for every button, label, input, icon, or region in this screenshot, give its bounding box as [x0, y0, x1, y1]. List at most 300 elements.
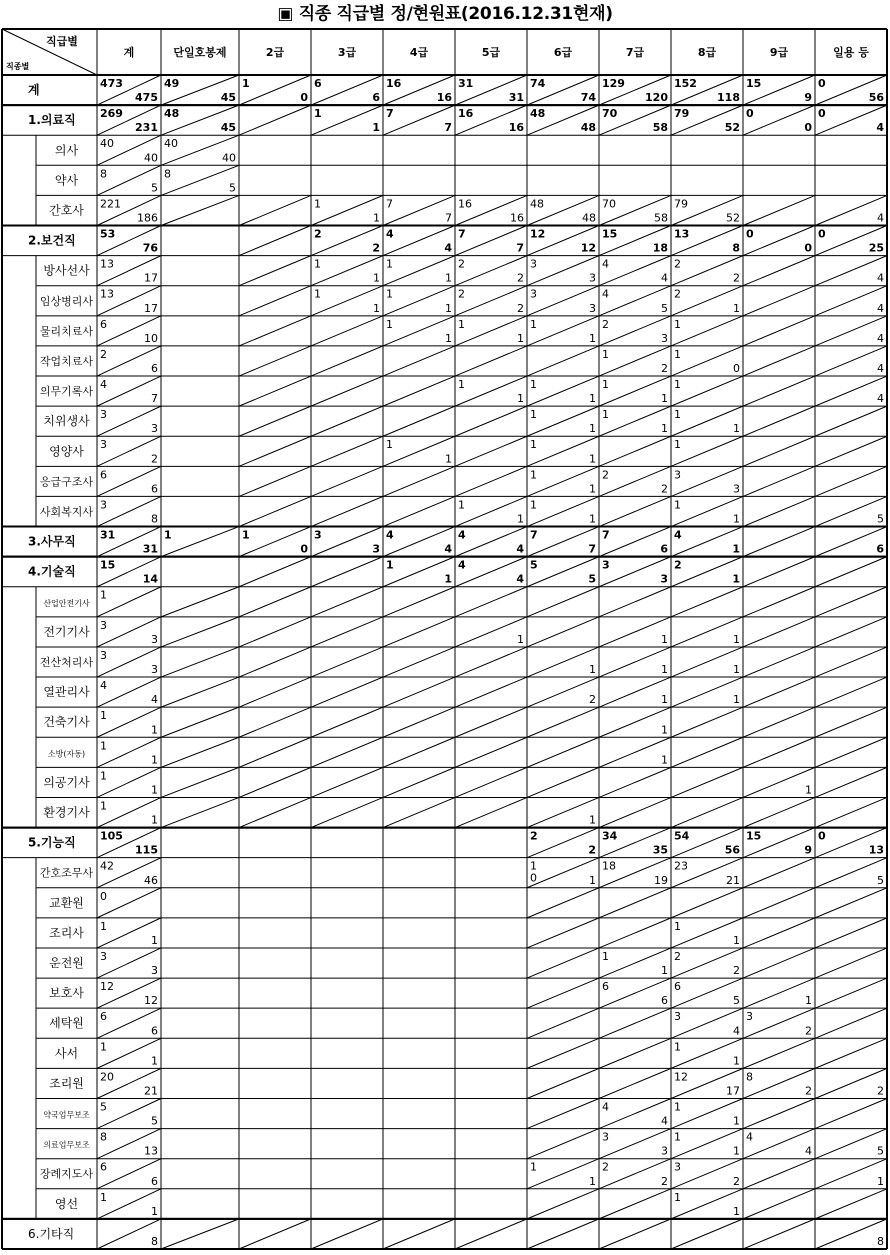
- cell-diagonal: [815, 436, 887, 466]
- quota-value: 20: [100, 1070, 114, 1084]
- quota-value: 2: [602, 468, 609, 482]
- cell-diagonal: [311, 647, 383, 677]
- cell-diagonal: [815, 888, 887, 918]
- current-value: 2: [661, 1174, 668, 1188]
- current-value: 4: [516, 542, 524, 556]
- quota-value: 1: [386, 438, 393, 452]
- current-value: 6: [151, 1024, 158, 1038]
- row-label: 영양사: [49, 444, 84, 459]
- cell-diagonal: [383, 406, 455, 436]
- row-label: 의무기록사: [39, 385, 94, 399]
- cell-diagonal: [599, 918, 671, 948]
- quota-value: 1: [674, 1100, 681, 1114]
- current-value: 1: [661, 392, 668, 406]
- cell-diagonal: [311, 496, 383, 526]
- quota-value: 6: [100, 1010, 107, 1024]
- current-value: 2: [805, 1024, 812, 1038]
- current-value: 5: [877, 512, 884, 526]
- current-value: 118: [717, 91, 740, 105]
- current-value: 1: [733, 693, 740, 707]
- current-value: 4: [877, 301, 884, 315]
- current-value: 2: [733, 271, 740, 285]
- current-value: 1: [517, 512, 524, 526]
- cell-diagonal: [743, 286, 815, 316]
- cell-diagonal: [815, 557, 887, 587]
- current-value: 3: [589, 301, 596, 315]
- quota-value: 49: [164, 77, 180, 90]
- current-value: 5: [151, 1114, 158, 1128]
- current-value: 1: [589, 873, 596, 887]
- cell-diagonal: [743, 496, 815, 526]
- current-value: 4: [877, 331, 884, 345]
- quota-value: 1: [386, 558, 394, 572]
- quota-value: 4: [458, 558, 466, 572]
- current-value: 0: [804, 241, 812, 255]
- current-value: 4: [876, 121, 884, 135]
- cell-diagonal: [671, 707, 743, 737]
- corner-label-grade: 직급별: [46, 35, 78, 48]
- current-value: 1: [517, 331, 524, 345]
- quota-value: 1: [530, 498, 537, 512]
- cell-diagonal: [455, 647, 527, 677]
- quota-value: 1: [100, 1040, 107, 1054]
- cell-diagonal: [383, 797, 455, 827]
- row-label: 치위생사: [43, 414, 90, 429]
- row-label: 소방(자동): [47, 749, 86, 759]
- row-label: 방사선사: [43, 263, 90, 278]
- column-header: 6급: [553, 46, 573, 59]
- extra-value: 0: [530, 871, 537, 885]
- current-value: 1: [589, 1174, 596, 1188]
- current-value: 5: [229, 181, 236, 195]
- cell-diagonal: [527, 346, 599, 376]
- cell-diagonal: [311, 466, 383, 496]
- current-value: 1: [373, 271, 380, 285]
- quota-value: 3: [100, 408, 107, 422]
- quota-value: 15: [100, 558, 116, 572]
- cell-diagonal: [383, 346, 455, 376]
- quota-value: 1: [242, 528, 250, 542]
- current-value: 12: [580, 241, 596, 255]
- current-value: 7: [151, 392, 158, 406]
- row-label: 임상병리사: [39, 294, 94, 308]
- row-label: 전기기사: [43, 624, 90, 639]
- cell-diagonal: [239, 767, 311, 797]
- quota-value: 1: [314, 197, 321, 211]
- current-value: 4: [151, 693, 158, 707]
- cell-diagonal: [599, 1068, 671, 1098]
- quota-value: 8: [100, 167, 107, 181]
- cell-diagonal: [743, 1038, 815, 1068]
- current-value: 5: [151, 181, 158, 195]
- quota-value: 79: [674, 197, 688, 211]
- quota-value: 152: [674, 77, 697, 90]
- quota-value: 3: [100, 498, 107, 512]
- row-label: 전산처리사: [39, 656, 94, 669]
- quota-value: 4: [602, 1100, 609, 1114]
- column-header: 단일호봉제: [173, 46, 227, 59]
- cell-diagonal: [527, 1008, 599, 1038]
- quota-value: 1: [674, 919, 681, 933]
- current-value: 1: [372, 121, 380, 135]
- column-header: 5급: [481, 46, 501, 59]
- quota-value: 5: [100, 1100, 107, 1114]
- current-value: 17: [726, 1084, 740, 1098]
- quota-value: 1: [530, 317, 537, 331]
- quota-value: 7: [386, 107, 394, 121]
- quota-value: 1: [386, 317, 393, 331]
- current-value: 1: [733, 632, 740, 646]
- quota-value: 3: [100, 648, 107, 662]
- cell-diagonal: [161, 195, 239, 225]
- quota-value: 3: [100, 949, 107, 963]
- quota-value: 1: [674, 378, 681, 392]
- cell-diagonal: [311, 376, 383, 406]
- column-header: 7급: [625, 46, 645, 59]
- cell-diagonal: [815, 707, 887, 737]
- quota-value: 1: [314, 107, 322, 121]
- cell-diagonal: [161, 587, 239, 617]
- cell-diagonal: [311, 316, 383, 346]
- quota-value: 40: [100, 137, 114, 151]
- cell-diagonal: [311, 557, 383, 587]
- quota-value: 1: [530, 1160, 537, 1174]
- quota-value: 18: [602, 859, 616, 873]
- cell-diagonal: [239, 557, 311, 587]
- current-value: 12: [144, 994, 158, 1008]
- row-label: 1.의료직: [28, 113, 76, 128]
- cell-diagonal: [161, 617, 239, 647]
- current-value: 1: [661, 964, 668, 978]
- current-value: 1: [517, 632, 524, 646]
- quota-value: 0: [818, 77, 826, 90]
- cell-diagonal: [383, 376, 455, 406]
- quota-value: 1: [530, 438, 537, 452]
- quota-value: 129: [602, 77, 625, 90]
- quota-value: 3: [674, 1160, 681, 1174]
- cell-diagonal: [599, 436, 671, 466]
- quota-value: 0: [818, 227, 826, 241]
- current-value: 52: [724, 121, 740, 135]
- cell-diagonal: [311, 587, 383, 617]
- current-value: 4: [877, 271, 884, 285]
- cell-diagonal: [383, 707, 455, 737]
- cell-diagonal: [161, 1219, 239, 1249]
- quota-value: 4: [746, 1130, 753, 1144]
- cell-diagonal: [455, 346, 527, 376]
- quota-value: 1: [100, 919, 107, 933]
- current-value: 1: [733, 1144, 740, 1158]
- cell-diagonal: [239, 707, 311, 737]
- cell-diagonal: [743, 677, 815, 707]
- header-row: [2, 29, 887, 75]
- cell-diagonal: [239, 1219, 311, 1249]
- current-value: 1: [151, 1204, 158, 1218]
- cell-diagonal: [815, 647, 887, 677]
- quota-value: 2: [100, 347, 107, 361]
- current-value: 3: [661, 331, 668, 345]
- quota-value: 7: [530, 528, 538, 542]
- current-value: 45: [220, 91, 236, 105]
- current-value: 0: [300, 91, 308, 105]
- current-value: 4: [877, 362, 884, 376]
- current-value: 2: [517, 271, 524, 285]
- cell-diagonal: [239, 226, 311, 256]
- quota-value: 4: [602, 287, 609, 301]
- current-value: 58: [652, 121, 668, 135]
- current-value: 1: [732, 572, 740, 586]
- cell-diagonal: [743, 346, 815, 376]
- current-value: 9: [804, 843, 812, 857]
- current-value: 3: [660, 572, 668, 586]
- quota-value: 6: [100, 317, 107, 331]
- current-value: 1: [151, 813, 158, 827]
- current-value: 3: [151, 422, 158, 436]
- cell-diagonal: [743, 195, 815, 225]
- quota-value: 1: [386, 257, 393, 271]
- quota-value: 7: [458, 227, 466, 241]
- quota-value: 1: [674, 408, 681, 422]
- cell-diagonal: [743, 316, 815, 346]
- quota-value: 3: [746, 1010, 753, 1024]
- current-value: 2: [517, 301, 524, 315]
- row-label: 조리사: [49, 925, 84, 940]
- cell-diagonal: [527, 1068, 599, 1098]
- corner-label-job: 직종별: [6, 62, 30, 71]
- current-value: 40: [222, 151, 236, 165]
- current-value: 1: [445, 452, 452, 466]
- row-label: 보호사: [49, 986, 84, 1001]
- cell-diagonal: [383, 767, 455, 797]
- current-value: 1: [151, 753, 158, 767]
- quota-value: 1: [100, 1190, 107, 1204]
- quota-value: 48: [164, 107, 180, 121]
- quota-value: 3: [314, 528, 322, 542]
- quota-value: 3: [530, 287, 537, 301]
- quota-value: 1: [602, 408, 609, 422]
- current-value: 40: [144, 151, 158, 165]
- cell-diagonal: [671, 737, 743, 767]
- quota-value: 2: [674, 257, 681, 271]
- current-value: 6: [661, 994, 668, 1008]
- current-value: 1: [589, 452, 596, 466]
- quota-value: 1: [674, 498, 681, 512]
- cell-diagonal: [311, 1219, 383, 1249]
- cell-diagonal: [161, 647, 239, 677]
- cell-diagonal: [527, 587, 599, 617]
- cell-diagonal: [671, 767, 743, 797]
- cell-diagonal: [599, 888, 671, 918]
- cell-diagonal: [815, 978, 887, 1008]
- quota-value: 15: [746, 829, 762, 843]
- quota-value: 6: [602, 980, 609, 994]
- current-value: 1: [444, 572, 452, 586]
- current-value: 3: [151, 663, 158, 677]
- cell-diagonal: [527, 888, 599, 918]
- current-value: 52: [726, 211, 740, 225]
- current-value: 56: [724, 843, 740, 857]
- quota-value: 42: [100, 859, 114, 873]
- quota-value: 16: [386, 77, 402, 90]
- current-value: 1: [151, 723, 158, 737]
- cell-diagonal: [311, 617, 383, 647]
- current-value: 48: [580, 121, 596, 135]
- cell-diagonal: [455, 677, 527, 707]
- quota-value: 1: [386, 287, 393, 301]
- cell-diagonal: [527, 1098, 599, 1128]
- cell-diagonal: [527, 1219, 599, 1249]
- current-value: 13: [868, 843, 884, 857]
- current-value: 2: [733, 964, 740, 978]
- quota-value: 5: [530, 558, 538, 572]
- quota-value: 1: [242, 77, 250, 90]
- cell-diagonal: [239, 105, 311, 135]
- current-value: 7: [444, 121, 452, 135]
- current-value: 1: [733, 301, 740, 315]
- row-label: 간호사: [49, 203, 84, 218]
- quota-value: 3: [602, 1130, 609, 1144]
- current-value: 1: [733, 1204, 740, 1218]
- quota-value: 6: [100, 1160, 107, 1174]
- quota-value: 15: [602, 227, 618, 241]
- quota-value: 1: [458, 498, 465, 512]
- current-value: 31: [142, 542, 158, 556]
- row-label: 운전원: [49, 956, 84, 971]
- cell-diagonal: [527, 918, 599, 948]
- quota-value: 1: [164, 528, 172, 542]
- current-value: 46: [144, 873, 158, 887]
- current-value: 31: [508, 91, 524, 105]
- cell-diagonal: [527, 617, 599, 647]
- cell-diagonal: [239, 286, 311, 316]
- quota-value: 2: [602, 317, 609, 331]
- cell-diagonal: [743, 647, 815, 677]
- cell-diagonal: [239, 376, 311, 406]
- cell-diagonal: [311, 767, 383, 797]
- quota-value: 4: [100, 378, 107, 392]
- cell-diagonal: [815, 406, 887, 436]
- quota-value: 1: [674, 1130, 681, 1144]
- quota-value: 1: [602, 347, 609, 361]
- current-value: 16: [510, 211, 524, 225]
- cell-diagonal: [527, 948, 599, 978]
- cell-diagonal: [527, 978, 599, 1008]
- cell-diagonal: [599, 1189, 671, 1219]
- row-label: 약국업무보조: [43, 1110, 90, 1120]
- quota-value: 0: [746, 227, 754, 241]
- page-title: ▣ 직종 직급별 정/현원표(2016.12.31현재): [277, 4, 613, 24]
- row-label: 의료업무보조: [43, 1140, 90, 1150]
- quota-value: 8: [164, 167, 171, 181]
- current-value: 1: [151, 933, 158, 947]
- current-value: 3: [372, 542, 380, 556]
- cell-diagonal: [527, 1189, 599, 1219]
- row-label: 사서: [54, 1046, 79, 1061]
- quota-value: 12: [674, 1070, 688, 1084]
- current-value: 35: [652, 843, 668, 857]
- quota-value: 2: [674, 558, 682, 572]
- cell-diagonal: [743, 797, 815, 827]
- quota-value: 7: [386, 197, 393, 211]
- current-value: 1: [661, 723, 668, 737]
- cell-diagonal: [815, 767, 887, 797]
- current-value: 14: [142, 572, 158, 586]
- cell-diagonal: [239, 677, 311, 707]
- column-header: 일용 등: [833, 46, 869, 59]
- cell-diagonal: [161, 737, 239, 767]
- current-value: 2: [733, 1174, 740, 1188]
- cell-diagonal: [743, 948, 815, 978]
- current-value: 56: [868, 91, 884, 105]
- quota-value: 2: [458, 287, 465, 301]
- cell-diagonal: [239, 436, 311, 466]
- current-value: 1: [445, 331, 452, 345]
- quota-value: 48: [530, 197, 544, 211]
- quota-value: 13: [100, 257, 114, 271]
- row-label: 약사: [54, 173, 79, 188]
- current-value: 115: [135, 843, 158, 857]
- cell-diagonal: [239, 617, 311, 647]
- quota-value: 1: [458, 317, 465, 331]
- quota-value: 473: [100, 77, 123, 90]
- current-value: 1: [733, 422, 740, 436]
- quota-value: 2: [458, 257, 465, 271]
- current-value: 74: [580, 91, 596, 105]
- cell-diagonal: [311, 406, 383, 436]
- quota-value: 1: [530, 378, 537, 392]
- quota-value: 4: [386, 227, 394, 241]
- cell-diagonal: [455, 1219, 527, 1249]
- quota-value: 1: [100, 799, 107, 813]
- cell-diagonal: [455, 737, 527, 767]
- row-label: 3.사무직: [28, 534, 76, 549]
- current-value: 6: [151, 482, 158, 496]
- current-value: 4: [877, 392, 884, 406]
- current-value: 16: [508, 121, 524, 135]
- row-label: 물리치료사: [39, 324, 94, 338]
- current-value: 18: [652, 241, 668, 255]
- current-value: 3: [661, 1144, 668, 1158]
- row-label: 열관리사: [43, 685, 90, 700]
- quota-value: 6: [314, 77, 322, 90]
- quota-value: 3: [674, 1010, 681, 1024]
- quota-value: 1: [674, 1040, 681, 1054]
- cell-diagonal: [599, 1219, 671, 1249]
- column-header: 2급: [265, 46, 285, 59]
- cell-diagonal: [161, 527, 239, 557]
- column-header: 계: [123, 46, 135, 59]
- cell-diagonal: [455, 707, 527, 737]
- cell-diagonal: [311, 436, 383, 466]
- quota-value: 70: [602, 107, 618, 121]
- quota-value: 4: [674, 528, 682, 542]
- cell-diagonal: [815, 1189, 887, 1219]
- quota-value: 1: [674, 317, 681, 331]
- column-header: 3급: [337, 46, 357, 59]
- cell-diagonal: [671, 376, 743, 406]
- cell-diagonal: [815, 677, 887, 707]
- cell-diagonal: [311, 707, 383, 737]
- cell-diagonal: [455, 767, 527, 797]
- current-value: 1: [445, 301, 452, 315]
- current-value: 5: [877, 1144, 884, 1158]
- current-value: 1: [589, 813, 596, 827]
- quota-value: 79: [674, 107, 690, 121]
- cell-diagonal: [311, 677, 383, 707]
- current-value: 4: [805, 1144, 812, 1158]
- quota-value: 2: [674, 949, 681, 963]
- current-value: 231: [135, 121, 158, 135]
